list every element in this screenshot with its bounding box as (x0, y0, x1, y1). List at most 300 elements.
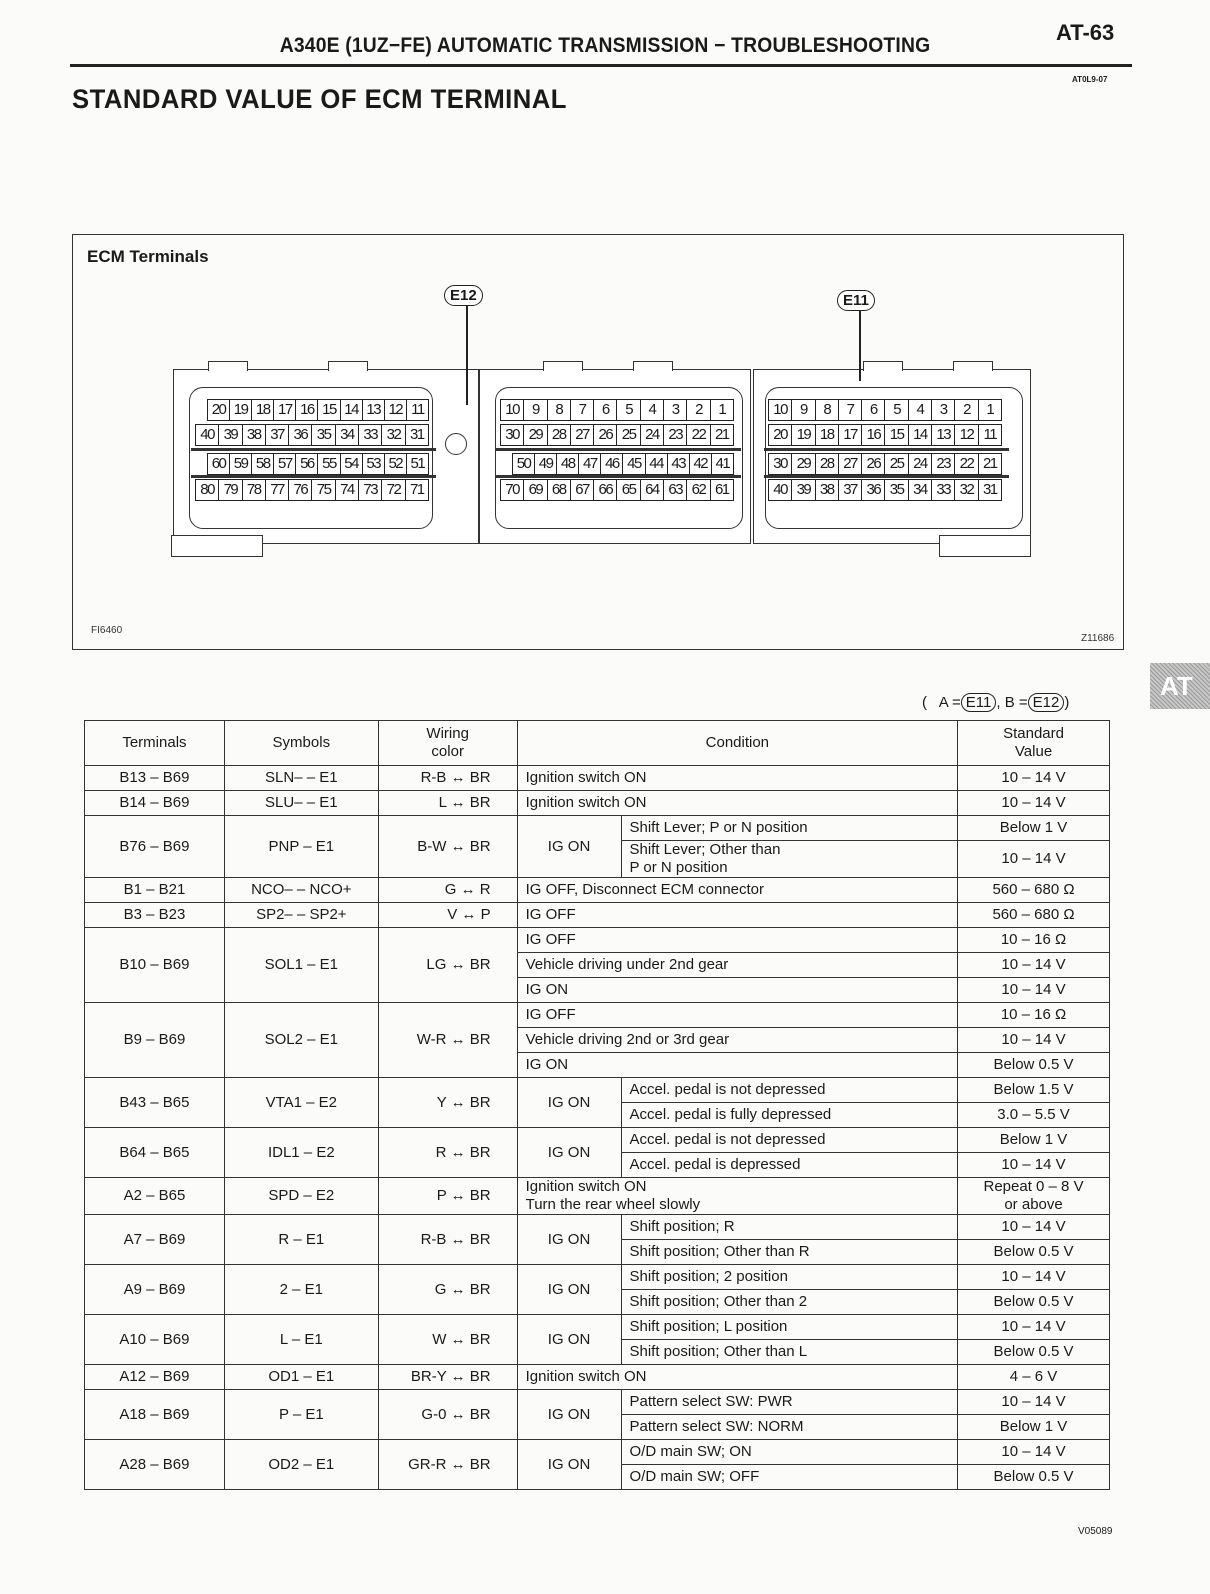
condition-cell: Ignition switch ON (517, 791, 957, 816)
terminal-pin: 33 (932, 480, 955, 500)
terminal-pin: 9 (792, 400, 815, 420)
wiring-color-cell: R ↔ BR (378, 1128, 517, 1178)
terminal-pin: 37 (266, 425, 289, 445)
terminal-pin: 32 (382, 425, 405, 445)
condition-cell: Shift Lever; P or N position (621, 816, 958, 841)
header-condition: Condition (517, 721, 957, 766)
terminal-pin: 18 (816, 425, 839, 445)
standard-value-cell: Below 1.5 V (958, 1078, 1110, 1103)
terminal-pin: 20 (208, 400, 230, 420)
terminal-pin: 36 (862, 480, 885, 500)
wiring-color-cell: R-B ↔ BR (378, 766, 517, 791)
symbols-cell: SLN– – E1 (224, 766, 378, 791)
ecm-standard-value-table (84, 720, 1110, 1490)
table-row (85, 878, 1110, 903)
symbols-cell: VTA1 – E2 (224, 1078, 378, 1128)
condition-prefix-cell: IG ON (517, 1265, 621, 1315)
terminal-pin: 14 (909, 425, 932, 445)
terminal-pin: 43 (668, 454, 690, 474)
terminals-cell: B14 – B69 (85, 791, 225, 816)
terminal-pin: 42 (690, 454, 712, 474)
wiring-color-cell: LG ↔ BR (378, 928, 517, 1003)
condition-cell: Ignition switch ON (517, 1365, 957, 1390)
terminal-pin: 40 (769, 480, 792, 500)
condition-cell: Shift position; Other than R (621, 1240, 958, 1265)
pin-row (500, 479, 734, 501)
terminal-pin: 2 (687, 400, 710, 420)
legend-b-connector: E12 (1028, 693, 1065, 712)
symbols-cell: SOL1 – E1 (224, 928, 378, 1003)
separator-bar (191, 448, 436, 451)
standard-value-cell: Below 0.5 V (958, 1465, 1110, 1490)
terminal-pin: 77 (266, 480, 289, 500)
terminal-pin: 71 (409, 481, 424, 498)
condition-cell: Ignition switch ON (517, 766, 957, 791)
terminal-pin: 80 (196, 480, 219, 500)
condition-cell: Pattern select SW: NORM (621, 1415, 958, 1440)
terminals-cell: A2 – B65 (85, 1178, 225, 1215)
legend-a-connector: E11 (961, 693, 997, 712)
separator-bar (764, 475, 1009, 478)
figure-ref-code: V05089 (1078, 1526, 1113, 1537)
terminal-pin: 28 (816, 454, 839, 474)
running-header: A340E (1UZ−FE) AUTOMATIC TRANSMISSION − TROUBLESHOOTING (279, 34, 931, 57)
page-number: AT-63 (1056, 20, 1115, 45)
pin-row (195, 424, 429, 446)
terminal-pin: 15 (885, 425, 908, 445)
terminal-pin: 49 (535, 454, 557, 474)
table-row (85, 1215, 1110, 1240)
condition-cell: Shift position; 2 position (621, 1265, 958, 1290)
terminal-pin: 60 (208, 454, 230, 474)
terminal-pin: 5 (885, 400, 908, 420)
terminal-pin: 11 (411, 401, 424, 418)
terminal-pin: 16 (296, 400, 318, 420)
condition-cell: IG OFF (517, 903, 957, 928)
wiring-color-cell: R-B ↔ BR (378, 1215, 517, 1265)
standard-value-cell: 10 – 14 V (958, 766, 1110, 791)
terminals-cell: B13 – B69 (85, 766, 225, 791)
connector-latch (208, 361, 248, 371)
wiring-color-cell: Y ↔ BR (378, 1078, 517, 1128)
terminal-pin: 35 (312, 425, 335, 445)
condition-cell: IG ON (517, 1053, 957, 1078)
separator-bar (496, 475, 741, 478)
standard-value-cell: 560 – 680 Ω (958, 878, 1110, 903)
terminal-pin: 66 (594, 480, 617, 500)
terminal-pin: 76 (289, 480, 312, 500)
terminal-pin: 10 (501, 400, 524, 420)
terminals-cell: B76 – B69 (85, 816, 225, 878)
symbols-cell: L – E1 (224, 1315, 378, 1365)
terminal-pin: 18 (252, 400, 274, 420)
terminal-pin: 16 (862, 425, 885, 445)
standard-value-cell: 10 – 14 V (958, 1215, 1110, 1240)
terminal-pin: 21 (714, 426, 729, 443)
header-rule (70, 64, 1132, 67)
terminal-pin: 31 (409, 426, 424, 443)
terminal-pin: 10 (769, 400, 792, 420)
header-wiring-color: Wiring color (378, 721, 517, 766)
terminal-pin: 63 (664, 480, 687, 500)
condition-cell: IG ON (517, 978, 957, 1003)
connector-latch (633, 361, 673, 371)
table-row (85, 1440, 1110, 1465)
terminals-cell: B1 – B21 (85, 878, 225, 903)
terminal-pin: 70 (501, 480, 524, 500)
terminal-pin: 62 (687, 480, 710, 500)
condition-prefix-cell: IG ON (517, 1215, 621, 1265)
terminal-pin: 34 (336, 425, 359, 445)
terminal-pin: 29 (524, 425, 547, 445)
terminal-pin: 54 (341, 454, 363, 474)
terminal-pin: 31 (982, 481, 997, 498)
standard-value-cell: Below 1 V (958, 1128, 1110, 1153)
terminal-pin: 29 (792, 454, 815, 474)
terminal-pin: 32 (955, 480, 978, 500)
terminal-pin: 8 (548, 400, 571, 420)
wiring-color-cell: W-R ↔ BR (378, 1003, 517, 1078)
terminal-pin: 39 (792, 480, 815, 500)
terminal-pin: 1 (718, 401, 726, 418)
terminals-cell: B3 – B23 (85, 903, 225, 928)
terminal-pin: 25 (617, 425, 640, 445)
standard-value-cell: 10 – 14 V (958, 841, 1110, 878)
header-terminals: Terminals (85, 721, 225, 766)
terminal-pin: 58 (252, 454, 274, 474)
terminals-cell: B43 – B65 (85, 1078, 225, 1128)
terminal-pin: 34 (909, 480, 932, 500)
terminal-pin: 9 (524, 400, 547, 420)
terminal-pin: 19 (792, 425, 815, 445)
condition-cell: O/D main SW; ON (621, 1440, 958, 1465)
connector-label-e12: E12 (444, 285, 483, 306)
terminal-pin: 3 (664, 400, 687, 420)
terminal-pin: 11 (983, 426, 997, 443)
condition-prefix-cell: IG ON (517, 1440, 621, 1490)
condition-cell: Shift position; Other than L (621, 1340, 958, 1365)
wiring-color-cell: W ↔ BR (378, 1315, 517, 1365)
symbols-cell: SLU– – E1 (224, 791, 378, 816)
symbols-cell: SPD – E2 (224, 1178, 378, 1215)
side-tab-label: AT (1160, 671, 1193, 701)
terminal-pin: 28 (548, 425, 571, 445)
connector-foot (171, 535, 263, 557)
wiring-color-cell: G ↔ R (378, 878, 517, 903)
terminals-cell: A9 – B69 (85, 1265, 225, 1315)
section-title: STANDARD VALUE OF ECM TERMINAL (72, 84, 567, 114)
condition-prefix-cell: IG ON (517, 1128, 621, 1178)
terminal-pin: 30 (501, 425, 524, 445)
condition-cell: IG OFF (517, 1003, 957, 1028)
table-row (85, 1315, 1110, 1340)
pin-row (768, 399, 1002, 421)
pin-row (500, 424, 734, 446)
wiring-color-cell: P ↔ BR (378, 1178, 517, 1215)
header-standard-value: Standard Value (958, 721, 1110, 766)
pin-row (207, 453, 429, 475)
condition-cell: IG OFF (517, 928, 957, 953)
standard-value-cell: Below 0.5 V (958, 1053, 1110, 1078)
wiring-color-cell: V ↔ P (378, 903, 517, 928)
standard-value-cell: 10 – 16 Ω (958, 928, 1110, 953)
terminal-pin: 59 (230, 454, 252, 474)
separator-bar (764, 448, 1009, 451)
terminal-pin: 6 (594, 400, 617, 420)
diagram-label: ECM Terminals (87, 247, 209, 266)
terminal-pin: 24 (641, 425, 664, 445)
standard-value-cell: Below 0.5 V (958, 1240, 1110, 1265)
terminal-pin: 23 (664, 425, 687, 445)
symbols-cell: 2 – E1 (224, 1265, 378, 1315)
condition-prefix-cell: IG ON (517, 1315, 621, 1365)
terminal-pin: 55 (318, 454, 340, 474)
table-row (85, 1390, 1110, 1415)
standard-value-cell: 560 – 680 Ω (958, 903, 1110, 928)
condition-cell: Shift Lever; Other than P or N position (621, 841, 958, 878)
connector-latch (953, 361, 993, 371)
terminal-pin: 40 (196, 425, 219, 445)
connector-latch (543, 361, 583, 371)
terminal-pin: 15 (318, 400, 340, 420)
terminals-cell: B64 – B65 (85, 1128, 225, 1178)
standard-value-cell: 10 – 14 V (958, 978, 1110, 1003)
table-row (85, 1265, 1110, 1290)
condition-cell: Shift position; Other than 2 (621, 1290, 958, 1315)
terminal-pin: 7 (839, 400, 862, 420)
condition-cell: Accel. pedal is fully depressed (621, 1103, 958, 1128)
symbols-cell: OD2 – E1 (224, 1440, 378, 1490)
terminal-pin: 17 (839, 425, 862, 445)
standard-value-cell: Below 0.5 V (958, 1290, 1110, 1315)
terminal-pin: 23 (932, 454, 955, 474)
table-row (85, 928, 1110, 953)
terminals-cell: A18 – B69 (85, 1390, 225, 1440)
terminal-pin: 69 (524, 480, 547, 500)
standard-value-cell: Below 1 V (958, 1415, 1110, 1440)
table-row (85, 766, 1110, 791)
terminal-pin: 13 (363, 400, 385, 420)
pin-row (768, 424, 1002, 446)
table-row (85, 1078, 1110, 1103)
connector-legend (922, 694, 1069, 711)
terminal-pin: 65 (617, 480, 640, 500)
figure-code-left: FI6460 (91, 625, 123, 636)
table-row (85, 1365, 1110, 1390)
terminal-pin: 61 (714, 481, 729, 498)
terminals-cell: A28 – B69 (85, 1440, 225, 1490)
terminal-pin: 5 (617, 400, 640, 420)
standard-value-cell: 10 – 16 Ω (958, 1003, 1110, 1028)
separator-bar (496, 448, 741, 451)
header-symbols: Symbols (224, 721, 378, 766)
terminal-pin: 68 (548, 480, 571, 500)
connector-guide-hole (445, 433, 467, 455)
terminal-pin: 39 (219, 425, 242, 445)
terminals-cell: A10 – B69 (85, 1315, 225, 1365)
pin-row (195, 479, 429, 501)
terminal-pin: 19 (230, 400, 252, 420)
standard-value-cell: 3.0 – 5.5 V (958, 1103, 1110, 1128)
terminal-pin: 78 (243, 480, 266, 500)
standard-value-cell: 10 – 14 V (958, 791, 1110, 816)
terminal-pin: 27 (571, 425, 594, 445)
terminal-pin: 8 (816, 400, 839, 420)
table-row (85, 816, 1110, 841)
symbols-cell: P – E1 (224, 1390, 378, 1440)
condition-cell: Vehicle driving 2nd or 3rd gear (517, 1028, 957, 1053)
terminal-pin: 13 (932, 425, 955, 445)
terminal-pin: 52 (385, 454, 407, 474)
pin-row (768, 453, 1002, 475)
terminal-pin: 38 (816, 480, 839, 500)
terminal-pin: 41 (715, 455, 730, 472)
terminal-pin: 4 (909, 400, 932, 420)
connector-label-e11: E11 (837, 290, 875, 311)
connector-foot (939, 535, 1031, 557)
table-row (85, 1128, 1110, 1153)
symbols-cell: NCO– – NCO+ (224, 878, 378, 903)
terminal-pin: 4 (641, 400, 664, 420)
terminal-pin: 22 (687, 425, 710, 445)
terminal-pin: 38 (243, 425, 266, 445)
pin-row (768, 479, 1002, 501)
terminal-pin: 64 (641, 480, 664, 500)
terminal-pin: 46 (601, 454, 623, 474)
standard-value-cell: Repeat 0 – 8 V or above (958, 1178, 1110, 1215)
standard-value-cell: 10 – 14 V (958, 1390, 1110, 1415)
terminals-cell: A7 – B69 (85, 1215, 225, 1265)
terminal-pin: 12 (955, 425, 978, 445)
condition-cell: Accel. pedal is not depressed (621, 1128, 958, 1153)
table-row (85, 903, 1110, 928)
condition-cell: O/D main SW; OFF (621, 1465, 958, 1490)
table-header-row (85, 721, 1110, 766)
terminal-pin: 35 (885, 480, 908, 500)
terminal-pin: 20 (769, 425, 792, 445)
condition-cell: Shift position; L position (621, 1315, 958, 1340)
ecm-terminal-diagram (72, 234, 1124, 650)
standard-value-cell: Below 1 V (958, 816, 1110, 841)
legend-a: A = (938, 694, 961, 711)
terminal-pin: 3 (932, 400, 955, 420)
terminal-pin: 6 (862, 400, 885, 420)
terminal-pin: 45 (623, 454, 645, 474)
section-side-tab (1150, 663, 1210, 709)
terminal-pin: 7 (571, 400, 594, 420)
standard-value-cell: Below 0.5 V (958, 1340, 1110, 1365)
terminal-pin: 24 (909, 454, 932, 474)
terminal-pin: 50 (513, 454, 535, 474)
pin-row (500, 399, 734, 421)
terminal-pin: 27 (839, 454, 862, 474)
standard-value-cell: 10 – 14 V (958, 1153, 1110, 1178)
condition-prefix-cell: IG ON (517, 816, 621, 878)
condition-cell: Vehicle driving under 2nd gear (517, 953, 957, 978)
condition-cell: IG OFF, Disconnect ECM connector (517, 878, 957, 903)
table-row (85, 1178, 1110, 1215)
terminal-pin: 1 (986, 401, 994, 418)
terminal-pin: 25 (885, 454, 908, 474)
condition-cell: Shift position; R (621, 1215, 958, 1240)
separator-bar (191, 475, 436, 478)
terminal-pin: 51 (410, 455, 425, 472)
terminal-pin: 72 (382, 480, 405, 500)
standard-value-cell: 10 – 14 V (958, 1028, 1110, 1053)
terminal-pin: 26 (594, 425, 617, 445)
wiring-color-cell: GR-R ↔ BR (378, 1440, 517, 1490)
leader-line-e11 (859, 311, 861, 381)
leader-line-e12 (466, 305, 468, 405)
standard-value-cell: 10 – 14 V (958, 1265, 1110, 1290)
terminal-pin: 14 (341, 400, 363, 420)
table-row (85, 1003, 1110, 1028)
condition-cell: Accel. pedal is not depressed (621, 1078, 958, 1103)
terminal-pin: 2 (955, 400, 978, 420)
legend-paren: ( (922, 694, 927, 711)
connector-latch (863, 361, 903, 371)
condition-prefix-cell: IG ON (517, 1390, 621, 1440)
terminal-pin: 67 (571, 480, 594, 500)
terminal-pin: 33 (359, 425, 382, 445)
symbols-cell: PNP – E1 (224, 816, 378, 878)
standard-value-cell: 10 – 14 V (958, 1315, 1110, 1340)
terminal-pin: 22 (955, 454, 978, 474)
terminal-pin: 21 (982, 455, 997, 472)
condition-cell: Pattern select SW: PWR (621, 1390, 958, 1415)
terminal-pin: 48 (557, 454, 579, 474)
terminals-cell: A12 – B69 (85, 1365, 225, 1390)
wiring-color-cell: BR-Y ↔ BR (378, 1365, 517, 1390)
table-row (85, 791, 1110, 816)
terminal-pin: 12 (385, 400, 407, 420)
terminal-pin: 47 (579, 454, 601, 474)
symbols-cell: SOL2 – E1 (224, 1003, 378, 1078)
standard-value-cell: 10 – 14 V (958, 953, 1110, 978)
figure-code-right: Z11686 (1081, 633, 1115, 644)
symbols-cell: SP2– – SP2+ (224, 903, 378, 928)
terminal-pin: 36 (289, 425, 312, 445)
standard-value-cell: 10 – 14 V (958, 1440, 1110, 1465)
wiring-color-cell: B-W ↔ BR (378, 816, 517, 878)
pin-row (207, 399, 429, 421)
legend-paren: ) (1064, 694, 1070, 711)
symbols-cell: IDL1 – E2 (224, 1128, 378, 1178)
terminals-cell: B9 – B69 (85, 1003, 225, 1078)
terminal-pin: 74 (336, 480, 359, 500)
wiring-color-cell: G ↔ BR (378, 1265, 517, 1315)
condition-cell: Accel. pedal is depressed (621, 1153, 958, 1178)
terminal-pin: 37 (839, 480, 862, 500)
terminal-pin: 44 (646, 454, 668, 474)
terminal-pin: 53 (363, 454, 385, 474)
terminal-pin: 75 (312, 480, 335, 500)
wiring-color-cell: L ↔ BR (378, 791, 517, 816)
terminal-pin: 26 (862, 454, 885, 474)
condition-cell: Ignition switch ON Turn the rear wheel slowly (517, 1178, 957, 1215)
terminal-pin: 73 (359, 480, 382, 500)
standard-value-cell: 4 – 6 V (958, 1365, 1110, 1390)
wiring-color-cell: G-0 ↔ BR (378, 1390, 517, 1440)
legend-b: , B = (996, 694, 1028, 711)
condition-prefix-cell: IG ON (517, 1078, 621, 1128)
connector-latch (328, 361, 368, 371)
terminal-pin: 56 (296, 454, 318, 474)
pin-row (512, 453, 734, 475)
symbols-cell: R – E1 (224, 1215, 378, 1265)
doc-code: AT0L9-07 (1072, 75, 1108, 84)
terminals-cell: B10 – B69 (85, 928, 225, 1003)
